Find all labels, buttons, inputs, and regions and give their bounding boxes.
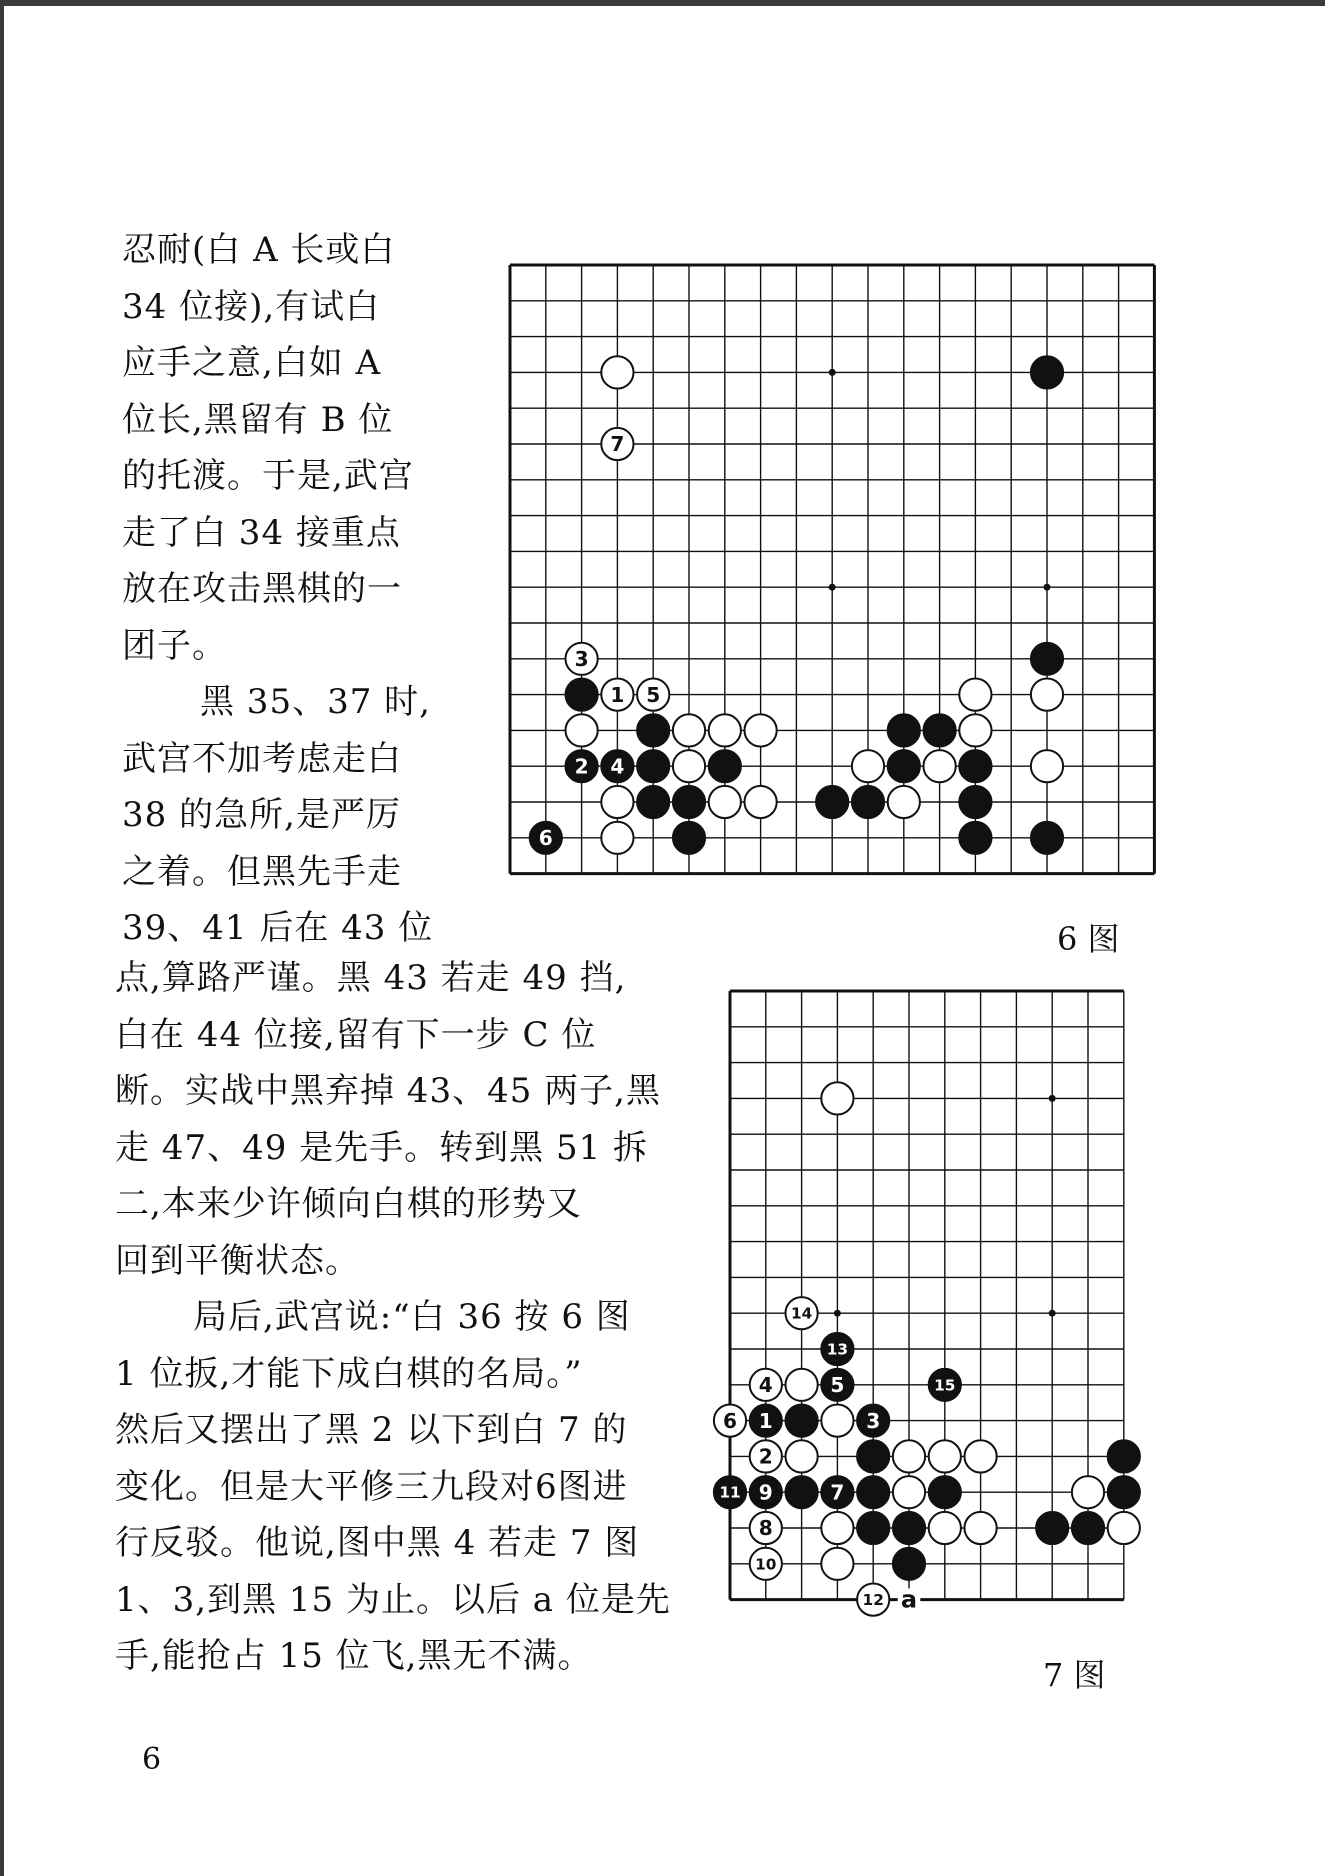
white-stone [565, 714, 597, 746]
svg-text:5: 5 [830, 1373, 845, 1398]
star-point [829, 369, 836, 376]
white-stone [785, 1440, 817, 1472]
page-number: 6 [142, 1742, 162, 1777]
black-stone [530, 822, 562, 854]
black-stone [785, 1404, 817, 1436]
svg-text:2: 2 [758, 1444, 773, 1469]
black-stone [821, 1476, 853, 1508]
text-line: 点,算路严谨。黑 43 若走 49 挡, [115, 958, 627, 998]
black-stone [857, 1512, 889, 1544]
text-line: 变化。但是大平修三九段对6图进 [115, 1466, 628, 1507]
text-line: 忍耐(白 A 长或白 [122, 230, 396, 270]
black-stone [929, 1476, 961, 1508]
black-stone [959, 786, 991, 818]
white-stone [601, 678, 633, 710]
point-label: a [900, 1585, 918, 1614]
star-point [1044, 584, 1051, 591]
black-stone [959, 750, 991, 782]
star-point [829, 584, 836, 591]
svg-text:8: 8 [758, 1516, 773, 1541]
black-stone [852, 786, 884, 818]
text-line: 然后又摆出了黑 2 以下到白 7 的 [115, 1410, 628, 1450]
black-stone [1031, 822, 1063, 854]
text-line: 放在攻击黑棋的一 [122, 569, 402, 609]
svg-text:4: 4 [758, 1373, 773, 1398]
black-stone [565, 678, 597, 710]
board-grid [730, 991, 1124, 1600]
white-stone [852, 750, 884, 782]
diagram-6-caption: 6 图 [1057, 920, 1120, 958]
text-line: 断。实战中黑弃掉 43、45 两子,黑 [115, 1071, 661, 1111]
text-line: 1、3,到黑 15 为止。以后 a 位是先 [115, 1579, 671, 1620]
white-stone [959, 714, 991, 746]
white-stone [709, 714, 741, 746]
black-stone [601, 750, 633, 782]
body-text-upper [122, 222, 433, 957]
black-stone [1036, 1512, 1068, 1544]
diagram-7-caption: 7 图 [1043, 1656, 1106, 1694]
text-line: 38 的急所,是严厉 [122, 795, 401, 835]
white-stone [714, 1404, 746, 1436]
black-stone [1072, 1512, 1104, 1544]
white-stone [821, 1082, 853, 1114]
svg-text:1: 1 [758, 1408, 773, 1433]
white-stone [785, 1297, 817, 1329]
svg-text:6: 6 [722, 1408, 738, 1433]
black-stone [637, 786, 669, 818]
black-stone [923, 714, 955, 746]
white-stone [929, 1440, 961, 1472]
black-stone [1108, 1476, 1140, 1508]
black-stone [673, 822, 705, 854]
black-stone [714, 1476, 746, 1508]
text-line: 1 位扳,才能下成白棋的名局。” [115, 1353, 583, 1394]
black-stone [750, 1476, 782, 1508]
star-point [834, 1310, 841, 1317]
svg-text:13: 13 [826, 1340, 849, 1359]
black-stone [785, 1476, 817, 1508]
body-text-lower [115, 950, 671, 1685]
svg-text:10: 10 [755, 1555, 777, 1574]
text-line: 回到平衡状态。 [115, 1240, 360, 1281]
white-stone [964, 1440, 996, 1472]
white-stone [709, 786, 741, 818]
white-stone [1108, 1512, 1140, 1544]
svg-text:15: 15 [934, 1376, 956, 1395]
svg-text:3: 3 [574, 647, 589, 672]
svg-text:7: 7 [610, 432, 625, 457]
text-line: 黑 35、37 时, [200, 682, 431, 722]
white-stone [750, 1440, 782, 1472]
text-line: 局后,武宫说:“白 36 按 6 图 [193, 1297, 631, 1337]
black-stone [857, 1476, 889, 1508]
text-line: 走了白 34 接重点 [122, 512, 401, 553]
black-stone [565, 750, 597, 782]
text-line: 的托渡。于是,武宫 [122, 456, 414, 496]
white-stone [601, 428, 633, 460]
white-stone [673, 750, 705, 782]
black-stone [893, 1548, 925, 1580]
svg-text:12: 12 [862, 1591, 884, 1610]
svg-text:1: 1 [610, 682, 625, 707]
text-line: 手,能抢占 15 位飞,黑无不满。 [115, 1636, 593, 1676]
white-stone [821, 1548, 853, 1580]
text-line: 二,本来少许倾向白棋的形势又 [115, 1184, 582, 1224]
star-point [1049, 1095, 1056, 1102]
white-stone [785, 1369, 817, 1401]
text-line: 34 位接),有试白 [122, 286, 381, 327]
text-line: 39、41 后在 43 位 [122, 908, 434, 948]
black-stone [959, 822, 991, 854]
svg-text:3: 3 [866, 1408, 881, 1433]
white-stone [964, 1512, 996, 1544]
white-stone [923, 750, 955, 782]
white-stone [959, 678, 991, 710]
black-stone [637, 714, 669, 746]
black-stone [1031, 356, 1063, 388]
white-stone [893, 1476, 925, 1508]
white-stone [1031, 750, 1063, 782]
black-stone [888, 714, 920, 746]
black-stone [893, 1512, 925, 1544]
star-point [1049, 1310, 1056, 1317]
go-diagram-7 [719, 985, 1154, 1614]
text-line: 行反驳。他说,图中黑 4 若走 7 图 [115, 1523, 640, 1563]
white-stone [857, 1583, 889, 1615]
white-stone [821, 1512, 853, 1544]
white-stone [1072, 1476, 1104, 1508]
black-stone [1108, 1440, 1140, 1472]
white-stone [750, 1512, 782, 1544]
white-stone [601, 786, 633, 818]
black-stone [929, 1369, 961, 1401]
page-border-top [0, 0, 1325, 6]
white-stone [601, 356, 633, 388]
white-stone [1031, 678, 1063, 710]
board-grid [510, 265, 1154, 874]
white-stone [929, 1512, 961, 1544]
white-stone [821, 1404, 853, 1436]
black-stone [637, 750, 669, 782]
black-stone [1031, 643, 1063, 675]
text-line: 武宫不加考虑走白 [122, 738, 402, 779]
white-stone [673, 714, 705, 746]
black-stone [709, 750, 741, 782]
black-stone [821, 1333, 853, 1365]
white-stone [750, 1548, 782, 1580]
text-line: 白在 44 位接,留有下一步 C 位 [115, 1014, 597, 1055]
svg-text:14: 14 [790, 1304, 813, 1323]
black-stone [857, 1404, 889, 1436]
white-stone [750, 1369, 782, 1401]
svg-text:4: 4 [610, 754, 625, 779]
white-stone [565, 643, 597, 675]
text-line: 应手之意,白如 A [122, 343, 382, 383]
black-stone [816, 786, 848, 818]
svg-text:7: 7 [830, 1480, 845, 1505]
text-line: 团子。 [122, 625, 227, 666]
black-stone [857, 1440, 889, 1472]
white-stone [744, 786, 776, 818]
white-stone [893, 1440, 925, 1472]
svg-text:6: 6 [538, 826, 553, 851]
black-stone [821, 1369, 853, 1401]
white-stone [637, 678, 669, 710]
page-border-left [0, 0, 4, 1876]
svg-text:5: 5 [646, 682, 661, 707]
white-stone [601, 822, 633, 854]
white-stone [744, 714, 776, 746]
black-stone [888, 750, 920, 782]
text-line: 之着。但黑先手走 [122, 851, 402, 892]
text-line: 位长,黑留有 B 位 [122, 399, 394, 440]
svg-text:9: 9 [758, 1480, 773, 1505]
black-stone [750, 1404, 782, 1436]
white-stone [888, 786, 920, 818]
go-diagram-6 [500, 258, 1160, 898]
black-stone [673, 786, 705, 818]
svg-text:11: 11 [719, 1483, 741, 1502]
svg-text:2: 2 [574, 754, 589, 779]
text-line: 走 47、49 是先手。转到黑 51 拆 [115, 1127, 649, 1168]
